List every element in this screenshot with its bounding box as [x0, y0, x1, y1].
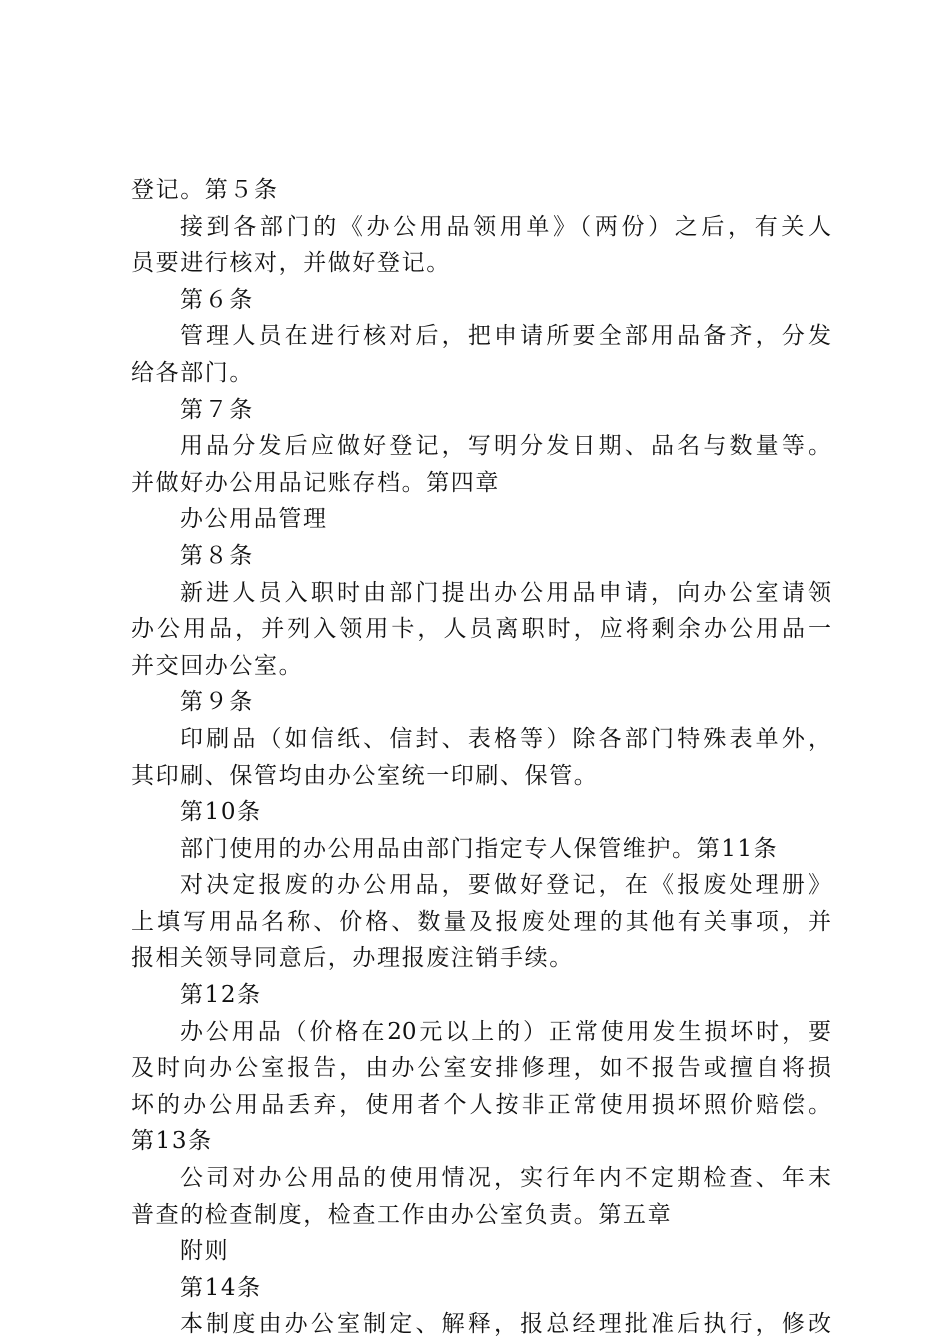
text-line: 坏的办公用品丢弃，使用者个人按非正常使用损坏照价赔偿。 — [131, 1091, 831, 1118]
text-line: 公司对办公用品的使用情况，实行年内不定期检查、年末 — [180, 1165, 831, 1192]
text-line: 印刷品（如信纸、信封、表格等）除各部门特殊表单外， — [180, 725, 831, 752]
text-line: 附则 — [180, 1238, 230, 1265]
text-line: 办公用品管理 — [180, 506, 328, 533]
text-line: 第７条 — [180, 396, 254, 423]
text-line: 登记。第５条 — [131, 177, 279, 203]
text-line: 第10条 — [180, 799, 262, 826]
text-line: 管理人员在进行核对后，把申请所要全部用品备齐，分发 — [180, 323, 831, 350]
text-line: 报相关领导同意后，办理报废注销手续。 — [131, 945, 574, 972]
text-line: 并做好办公用品记账存档。第四章 — [131, 469, 500, 496]
text-line: 新进人员入职时由部门提出办公用品申请，向办公室请领 — [180, 579, 831, 606]
text-line: 第６条 — [180, 286, 254, 313]
text-line: 并交回办公室。 — [131, 652, 304, 679]
text-line: 普查的检查制度，检查工作由办公室负责。第五章 — [131, 1201, 673, 1228]
text-line: 第８条 — [180, 542, 254, 569]
text-line: 接到各部门的《办公用品领用单》（两份）之后，有关人 — [180, 213, 831, 240]
text-line: 本制度由办公室制定、解释，报总经理批准后执行，修改 — [180, 1311, 831, 1338]
text-line: 员要进行核对，并做好登记。 — [131, 250, 451, 277]
text-line: 第９条 — [180, 689, 254, 716]
text-line: 其印刷、保管均由办公室统一印刷、保管。 — [131, 762, 599, 789]
text-line: 部门使用的办公用品由部门指定专人保管维护。第11条 — [180, 835, 779, 862]
text-line: 用品分发后应做好登记，写明分发日期、品名与数量等。 — [180, 433, 831, 460]
text-line: 给各部门。 — [131, 359, 254, 386]
document-body — [131, 172, 831, 1343]
text-line: 办公用品（价格在20元以上的）正常使用发生损坏时，要 — [180, 1018, 831, 1045]
text-line: 第12条 — [180, 982, 262, 1009]
text-line: 上填写用品名称、价格、数量及报废处理的其他有关事项，并 — [131, 908, 831, 935]
text-line: 及时向办公室报告，由办公室安排修理，如不报告或擅自将损 — [131, 1055, 831, 1082]
text-line: 办公用品，并列入领用卡，人员离职时，应将剩余办公用品一 — [131, 616, 831, 643]
text-line: 第13条 — [131, 1128, 213, 1155]
text-line: 第14条 — [180, 1274, 262, 1301]
text-line: 对决定报废的办公用品，要做好登记，在《报废处理册》 — [180, 872, 831, 899]
